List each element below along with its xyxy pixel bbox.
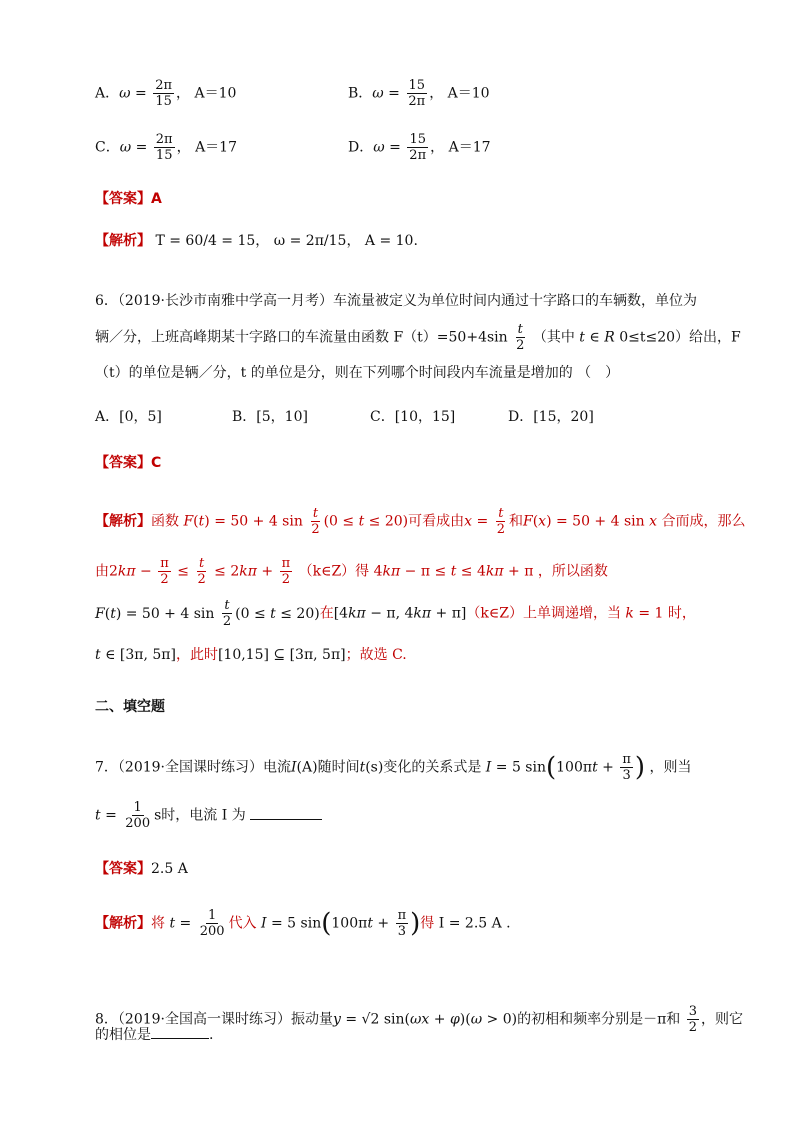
q7-answer: 【答案】2.5 A: [95, 861, 188, 877]
section-heading: 二、填空题: [95, 699, 165, 715]
q6-option-b: B．[5，10]: [232, 409, 308, 425]
q6-option-c: C．[10，15]: [370, 409, 456, 425]
q6-analysis-line2: 由2kπ − $\frac{\pi}{2}$ ≤ $\frac{t}{2}$ ≤ 2kπ + $\frac{\pi}{2}$ （k∈Z）得 4kπ − π ≤ t ≤ 4kπ + π ，所以函数: [95, 556, 608, 587]
q5-option-b: B．ω = $\frac{15}{2\pi}$ ， A＝10: [348, 78, 490, 109]
q6-option-a: A．[0，5]: [95, 409, 162, 425]
q7-stem-line2: t = $\frac{1}{200}$ s时，电流 I 为: [95, 800, 322, 831]
q8-answer-blank[interactable]: [151, 1024, 209, 1039]
q6-answer: 【答案】C: [95, 455, 162, 471]
q7-answer-blank[interactable]: [250, 805, 322, 820]
q6-stem-line1: 6．（2019·长沙市南雅中学高一月考）车流量被定义为单位时间内通过十字路口的车辆数，单位为: [95, 293, 697, 309]
q6-option-d: D．[15，20]: [508, 409, 594, 425]
q5-option-d: D．ω = $\frac{15}{2\pi}$ ， A＝17: [348, 132, 491, 163]
q5-option-c: C．ω = $\frac{2\pi}{15}$ ， A＝17: [95, 132, 237, 163]
q6-analysis-line4: t ∈ [3π, 5π]，此时[10,15] ⊆ [3π, 5π]；故选 C.: [95, 647, 407, 663]
q5-option-a: A．ω = $\frac{2\pi}{15}$ ， A＝10: [95, 78, 237, 109]
q6-stem-line2: 辆／分，上班高峰期某十字路口的车流量由函数 F（t）=50+4sin $\frac{t}{2}$ （其中 t ∈ R 0≤t≤20）给出，F: [95, 322, 741, 353]
q6-analysis-line3: F(t) = 50 + 4 sin $\frac{t}{2}$ (0 ≤ t ≤ 20)在[4kπ − π, 4kπ + π]（k∈Z）上单调递增，当 k = 1 时，: [95, 598, 696, 629]
q7-analysis: 【解析】将 t = $\frac{1}{200}$ 代入 I = 5 sin(100πt + $\frac{\pi}{3}$ )得 I = 2.5 A .: [95, 908, 511, 939]
q5-analysis-formula: T = 60/4 = 15， ω = 2π/15， A = 10.: [155, 233, 418, 249]
q6-stem-line3: （t）的单位是辆／分，t 的单位是分，则在下列哪个时间段内车流量是增加的 （ ）: [95, 365, 620, 381]
q6-analysis-line1: 【解析】函数 F(t) = 50 + 4 sin $\frac{t}{2}$ (0 ≤ t ≤ 20)可看成由x = $\frac{t}{2}$ 和F(x) = 50 + 4 sin x 合而成，那么: [95, 506, 746, 537]
q5-answer: 【答案】A: [95, 191, 162, 207]
q5-analysis: 【解析】 T = 60/4 = 15， ω = 2π/15， A = 10.: [95, 233, 418, 249]
q8-stem-line1: 8．（2019·全国高一课时练习）振动量y = √2 sin(ωx + φ)(ω > 0)的初相和频率分别是－π和 $\frac{3}{2}$ ，则它: [95, 1004, 744, 1035]
q7-stem-line1: 7．（2019·全国课时练习）电流I(A)随时间t(s)变化的关系式是 I = 5 sin(100πt + $\frac{\pi}{3}$ ) ，则当: [95, 752, 692, 783]
q8-stem-line2: 的相位是 .: [95, 1024, 213, 1044]
